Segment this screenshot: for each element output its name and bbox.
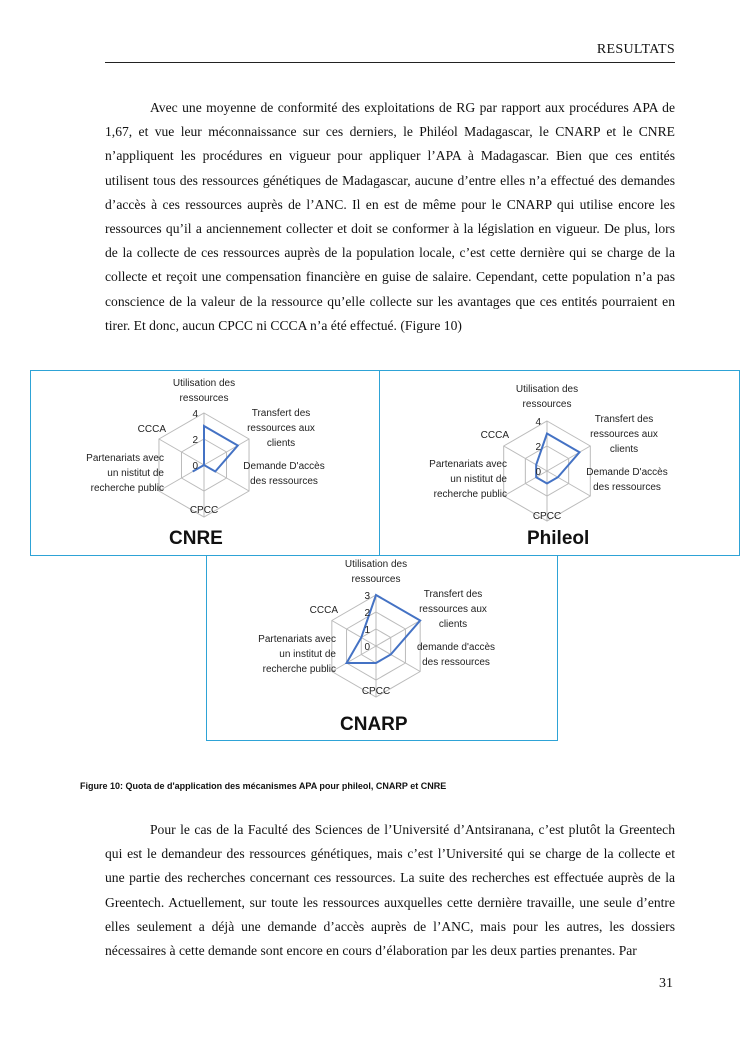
axis-label: demande d'accès (416, 642, 496, 653)
paragraph-1: Avec une moyenne de conformité des exploitations de RG par rapport aux procédures APA de 1,67, et vue leur méconnaissance sur ces derniers, le Philéol Madagascar, le CNARP et le CNRE n’appliquent les procédures en vigueur pour appliquer l’APA à Madagascar. Bien que ces entités utilisent tous des ressources génétiques de Madagascar, aucune d’entre elles n’a effectué des demandes d’accès à ces ressources auprès de l’ANC. Il en est de même pour le CNARP qui utilise encore les ressources qu’il a anciennement collecter et doit se conformer à la législation en vigueur. De plus, lors de la collecte de ces ressources auprès de la population locale, c’est cette dernière qui se charge de la collecte et reçoit une compensation financière en guise de salaire. Cependant, cette population n’a pas conscience de la valeur de la ressource qu’elle collecte sur les avantages que ces entités pourraient en tirer. Et donc, aucun CPCC ni CCCA n’a été effectué. (Figure 10) (105, 100, 675, 333)
header-rule (105, 62, 675, 63)
axis-label: CCCA (480, 430, 509, 441)
axis-label: ressources (522, 399, 572, 410)
axis-label: recherche public (262, 664, 336, 675)
axis-label: Utilisation des (344, 559, 408, 570)
section-header: RESULTATS (596, 42, 675, 57)
tick-label: 0 (364, 642, 370, 653)
axis-label: CPCC (361, 686, 391, 697)
tick-label: 4 (535, 417, 541, 428)
tick-label: 2 (192, 435, 198, 446)
axis-label: Utilisation des (172, 378, 236, 389)
chart-phileol (379, 370, 740, 556)
axis-label: des ressources (593, 482, 661, 493)
chart-cnarp (206, 555, 558, 741)
data-series (536, 434, 579, 484)
axis-label: un institut de (279, 649, 336, 660)
axis-label: clients (438, 619, 468, 630)
axis-label: Transfert des (251, 408, 311, 419)
axis-label: Transfert des (594, 414, 654, 425)
axis-label: Demande D'accès (243, 461, 325, 472)
axis-label: recherche public (90, 483, 164, 494)
axis-label: Demande D'accès (586, 467, 668, 478)
axis-label: CPCC (189, 505, 219, 516)
axis-label: recherche public (433, 489, 507, 500)
chart-title: CNARP (340, 714, 408, 735)
axis-label: clients (609, 444, 639, 455)
axis-label: ressources (351, 574, 401, 585)
axis-label: clients (266, 438, 296, 449)
tick-label: 1 (364, 625, 370, 636)
tick-label: 2 (535, 442, 541, 453)
axis-label: CPCC (532, 511, 562, 522)
axis-label: des ressources (250, 476, 318, 487)
axis-label: ressources aux (590, 429, 658, 440)
chart-cnre (30, 370, 381, 556)
axis-label: Partenariats avec (429, 459, 507, 470)
axis-label: ressources aux (419, 604, 487, 615)
tick-label: 2 (364, 608, 370, 619)
axis-label: ressources aux (247, 423, 315, 434)
tick-label: 0 (535, 467, 541, 478)
tick-label: 3 (364, 591, 370, 602)
data-series (193, 426, 238, 472)
axis-label: Partenariats avec (86, 453, 164, 464)
radar-chart-cnarp (207, 556, 557, 740)
page-number: 31 (659, 976, 673, 991)
axis-label: CCCA (309, 605, 338, 616)
chart-title: Phileol (527, 528, 590, 549)
axis-label: un nistitut de (107, 468, 164, 479)
paragraph-2: Pour le cas de la Faculté des Sciences de l’Université d’Antsiranana, c’est plutôt la Greentech qui est le demandeur des ressources génétiques, mais c’est l’Université qui se charge de la collecte et une partie des recherches concernant ces ressources. La suite des recherches est effectuée auprès de la Greentech. Actuellement, sur toute les ressources auxquelles cette dernière travaille, une seule d’entre elles seulement a déjà une demande d’accès auprès de l’ANC, mais pour les autres, les dossiers nécessaires à cette demande sont encore en cours d’élaboration par les deux parties prenantes. Par (105, 822, 675, 959)
axis-label: Utilisation des (515, 384, 579, 395)
axis-label: CCCA (137, 424, 166, 435)
tick-label: 0 (192, 461, 198, 472)
axis-label: ressources (179, 393, 229, 404)
chart-title: CNRE (169, 528, 223, 549)
figure-caption: Figure 10: Quota de d'application des mécanismes APA pour phileol, CNARP et CNRE (80, 781, 447, 791)
axis-label: Transfert des (423, 589, 483, 600)
axis-label: un nistitut de (450, 474, 507, 485)
axis-label: des ressources (422, 657, 490, 668)
tick-label: 4 (192, 409, 198, 420)
axis-label: Partenariats avec (258, 634, 336, 645)
